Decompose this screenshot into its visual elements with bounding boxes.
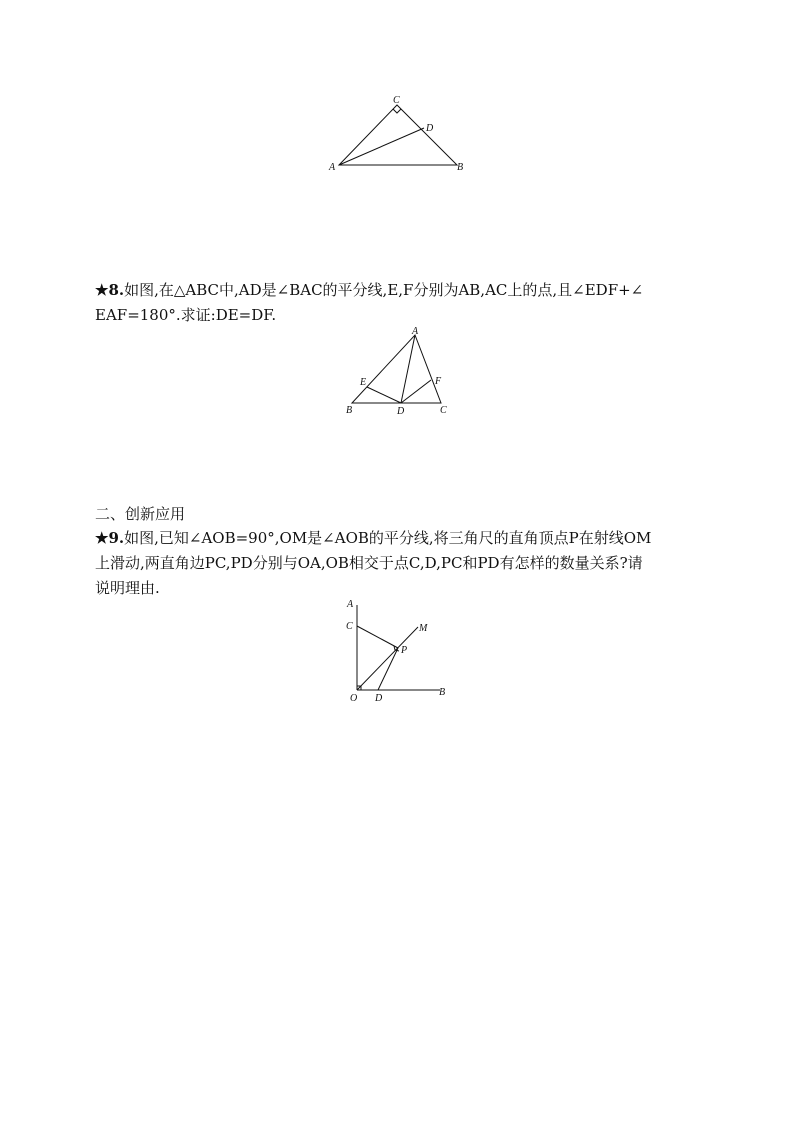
- label-p: P: [401, 645, 408, 656]
- figure-angle-aob: [340, 595, 455, 705]
- label-m: M: [419, 623, 428, 634]
- label-d: D: [397, 406, 405, 417]
- question-8-line-1: [95, 278, 715, 303]
- label-b: B: [457, 162, 464, 173]
- figure-triangle-abc-d: [320, 90, 480, 180]
- right-angle-mark-c: [393, 109, 401, 113]
- segment-pd: [378, 648, 398, 690]
- label-a: A: [347, 599, 354, 610]
- label-c: C: [346, 621, 353, 632]
- question-9-line-1: [95, 526, 715, 551]
- triangle-abc: [339, 105, 457, 165]
- question-9-text-1: 如图,已知∠AOB=90°,OM是∠AOB的平分线,将三角尺的直角顶点P在射线OM: [124, 529, 652, 547]
- question-8-number: ★8.: [95, 281, 125, 299]
- question-9: [95, 526, 715, 601]
- label-c: C: [440, 405, 447, 416]
- label-f: F: [435, 376, 442, 387]
- question-9-line-3: 说明理由.: [95, 579, 160, 597]
- question-8-text-1: 如图,在△ABC中,AD是∠BAC的平分线,E,F分别为AB,AC上的点,且∠EDF+∠: [124, 281, 644, 299]
- segment-de: [367, 387, 401, 403]
- triangle-abc: [352, 335, 441, 403]
- segment-ad: [339, 128, 424, 165]
- label-a: A: [329, 162, 336, 173]
- label-b: B: [439, 687, 446, 698]
- label-d: D: [375, 693, 383, 704]
- question-8: [95, 278, 715, 328]
- label-c: C: [393, 95, 400, 106]
- question-8-line-2: EAF=180°.求证:DE=DF.: [95, 306, 277, 324]
- label-a: A: [412, 326, 419, 337]
- label-o: O: [350, 693, 358, 704]
- ray-om: [357, 627, 418, 690]
- segment-ad: [401, 335, 415, 403]
- question-9-number: ★9.: [95, 529, 125, 547]
- label-e: E: [360, 377, 367, 388]
- figure-triangle-abc-def: [340, 325, 460, 420]
- label-b: B: [346, 405, 353, 416]
- question-9-line-2: 上滑动,两直角边PC,PD分别与OA,OB相交于点C,D,PC和PD有怎样的数量关系?请: [95, 554, 643, 572]
- section-title: 二、创新应用: [95, 505, 186, 523]
- segment-pc: [357, 626, 398, 648]
- label-d: D: [426, 123, 434, 134]
